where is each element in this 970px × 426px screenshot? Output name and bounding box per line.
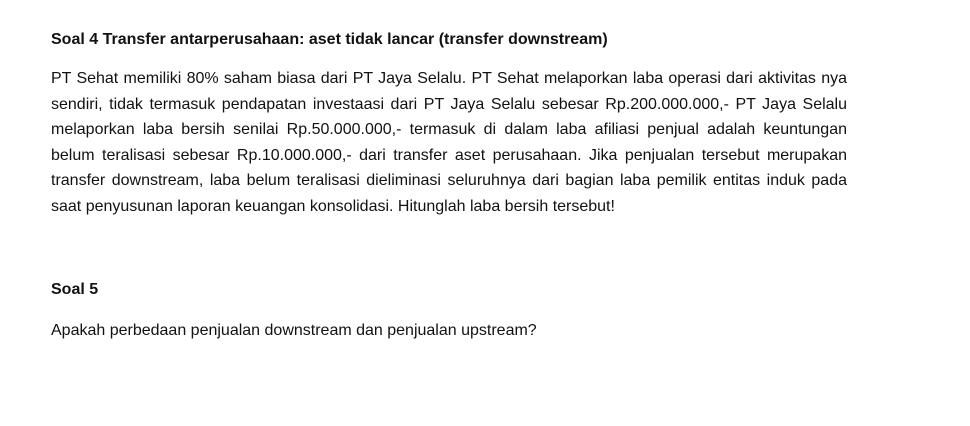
document-page — [51, 30, 847, 344]
soal-5-heading: Soal 5 — [51, 281, 99, 298]
soal-4-heading: Soal 4 Transfer antarperusahaan: aset tidak lancar (transfer downstream) — [51, 31, 608, 48]
soal-4-question-text: PT Sehat memiliki 80% saham biasa dari PT Jaya Selalu. PT Sehat melaporkan laba operasi dari aktivitas nya sendiri, tidak termasuk pendapatan investaasi dari PT Jaya Selalu sebesar Rp.200.000.000,- PT Jaya Selalu melaporkan laba bersih senilai Rp.50.000.000,- termasuk di dalam laba afiliasi penjual adalah keuntungan belum teralisasi sebesar Rp.10.000.000,- dari transfer aset perusahaan. Jika penjualan tersebut merupakan transfer downstream, laba belum teralisasi dieliminasi seluruhnya dari bagian laba pemilik entitas induk pada saat penyusunan laporan keuangan konsolidasi. Hitunglah laba bersih tersebut! — [51, 70, 847, 215]
soal-5-question-text: Apakah perbedaan penjualan downstream dan penjualan upstream? — [51, 322, 537, 339]
